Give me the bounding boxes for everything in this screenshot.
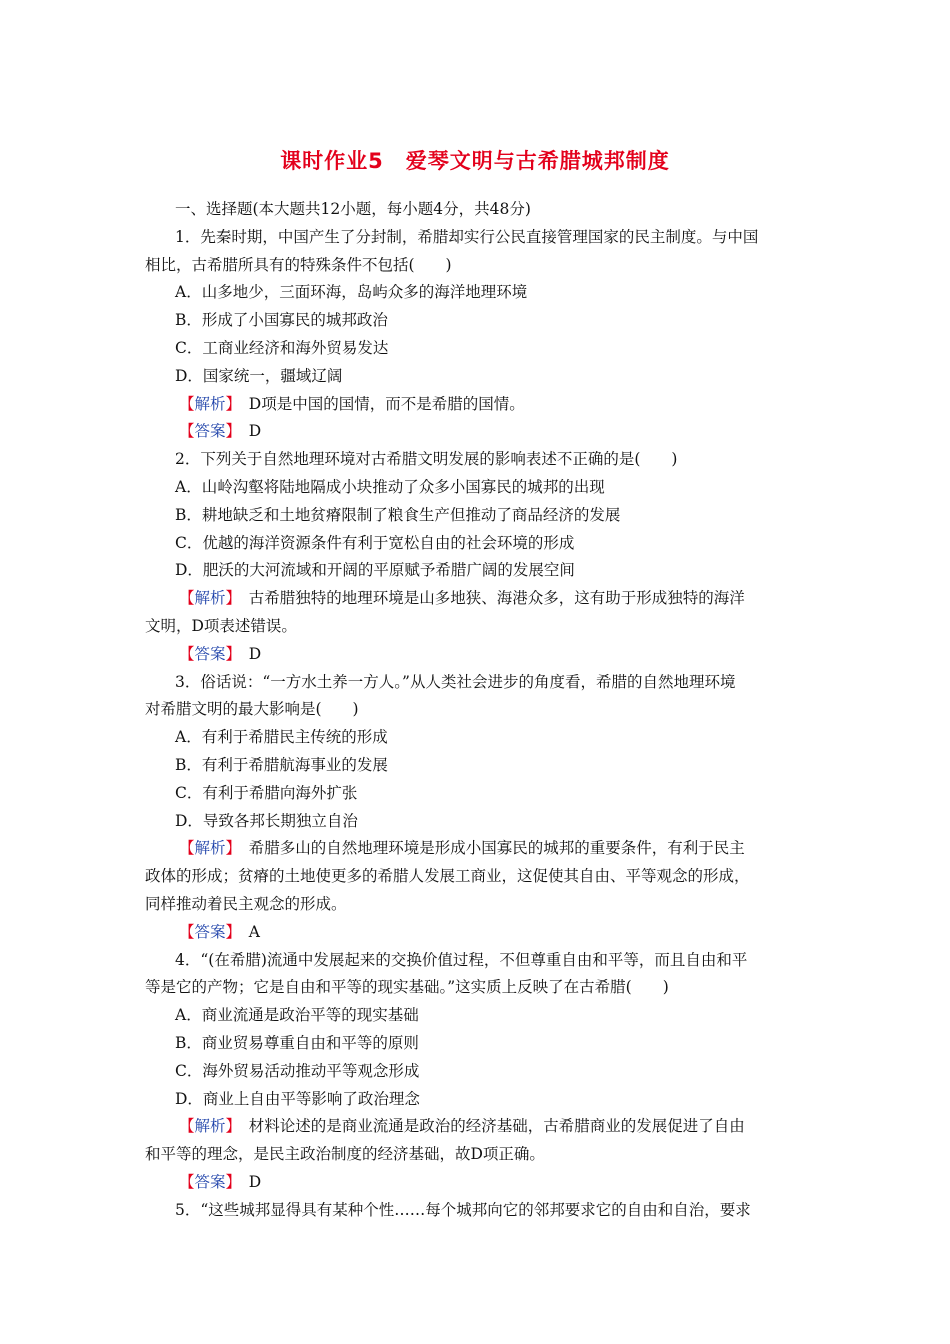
analysis-bracket-open: 【	[179, 839, 195, 858]
question-stem: 3．俗话说：“一方水土养一方人。”从人类社会进步的角度看，希腊的自然地理环境	[175, 672, 736, 691]
analysis-text: 材料论述的是商业流通是政治的经济基础，古希腊商业的发展促进了自由	[233, 1117, 745, 1136]
answer-line	[145, 418, 807, 446]
option-d: D．导致各邦长期独立自治	[175, 811, 358, 830]
analysis-line	[145, 391, 807, 419]
analysis-text-cont: 政体的形成；贫瘠的土地使更多的希腊人发展工商业，这促使其自由、平等观念的形成，	[145, 867, 750, 886]
analysis-bracket-open: 【	[179, 394, 195, 413]
answer-bracket-close: 】	[225, 422, 234, 441]
question-5	[145, 1197, 807, 1225]
section-heading: 一、选择题(本大题共12小题，每小题4分，共48分)	[175, 200, 531, 218]
option-c: C．优越的海洋资源条件有利于宽松自由的社会环境的形成	[175, 533, 575, 552]
answer-bracket-close: 】	[225, 1172, 234, 1191]
answer-value: D	[233, 1172, 262, 1191]
question-1	[145, 224, 807, 446]
analysis-bracket-close: 】	[225, 394, 234, 413]
answer-label: 答案	[194, 1172, 226, 1191]
option-d: D．商业上自由平等影响了政治理念	[175, 1089, 420, 1108]
analysis-text: 古希腊独特的地理环境是山多地狭、海港众多，这有助于形成独特的海洋	[233, 589, 745, 608]
option-a: A．商业流通是政治平等的现实基础	[175, 1006, 419, 1025]
analysis-label: 解析	[194, 839, 226, 858]
analysis-text-cont: 同样推动着民主观念的形成。	[145, 894, 347, 913]
option-a: A．有利于希腊民主传统的形成	[175, 728, 388, 747]
answer-bracket-open: 【	[179, 922, 195, 941]
option-c: C．有利于希腊向海外扩张	[175, 783, 358, 802]
question-stem: 等是它的产物；它是自由和平等的现实基础。”这实质上反映了在古希腊( )	[145, 978, 669, 997]
question-stem: 对希腊文明的最大影响是( )	[145, 700, 359, 719]
analysis-text-cont: 和平等的理念，是民主政治制度的经济基础，故D项正确。	[145, 1145, 545, 1164]
answer-bracket-close: 】	[225, 644, 234, 663]
analysis-bracket-close: 】	[225, 1117, 234, 1136]
analysis-text: 希腊多山的自然地理环境是形成小国寡民的城邦的重要条件，有利于民主	[233, 839, 745, 858]
question-stem: 1．先秦时期，中国产生了分封制，希腊却实行公民直接管理国家的民主制度。与中国	[175, 227, 759, 246]
answer-bracket-open: 【	[179, 422, 195, 441]
document-body	[145, 196, 807, 1224]
answer-value: A	[233, 922, 260, 941]
answer-line	[145, 1169, 807, 1197]
answer-line	[145, 919, 807, 947]
page-title: 课时作业5 爱琴文明与古希腊城邦制度	[280, 149, 670, 173]
analysis-line	[145, 835, 807, 863]
answer-label: 答案	[194, 422, 226, 441]
analysis-bracket-close: 】	[225, 589, 234, 608]
analysis-label: 解析	[194, 394, 226, 413]
option-c: C．工商业经济和海外贸易发达	[175, 338, 389, 357]
analysis-bracket-close: 】	[225, 839, 234, 858]
answer-bracket-open: 【	[179, 644, 195, 663]
option-a: A．山多地少，三面环海，岛屿众多的海洋地理环境	[175, 283, 528, 302]
answer-label: 答案	[194, 922, 226, 941]
option-a: A．山岭沟壑将陆地隔成小块推动了众多小国寡民的城邦的出现	[175, 477, 605, 496]
option-b: B．耕地缺乏和土地贫瘠限制了粮食生产但推动了商品经济的发展	[175, 505, 621, 524]
answer-value: D	[233, 644, 262, 663]
question-stem: 相比，古希腊所具有的特殊条件不包括( )	[145, 255, 452, 274]
analysis-text: D项是中国的国情，而不是希腊的国情。	[233, 394, 525, 413]
option-d: D．肥沃的大河流域和开阔的平原赋予希腊广阔的发展空间	[175, 561, 575, 580]
analysis-label: 解析	[194, 589, 226, 608]
analysis-line	[145, 1113, 807, 1141]
analysis-bracket-open: 【	[179, 589, 195, 608]
question-stem: 2．下列关于自然地理环境对古希腊文明发展的影响表述不正确的是( )	[175, 450, 678, 469]
answer-label: 答案	[194, 644, 226, 663]
answer-bracket-open: 【	[179, 1172, 195, 1191]
option-c: C．海外贸易活动推动平等观念形成	[175, 1061, 420, 1080]
question-4	[145, 947, 807, 1197]
answer-line	[145, 641, 807, 669]
option-d: D．国家统一，疆域辽阔	[175, 366, 343, 385]
answer-value: D	[233, 422, 262, 441]
analysis-text-cont: 文明，D项表述错误。	[145, 616, 297, 635]
option-b: B．有利于希腊航海事业的发展	[175, 755, 388, 774]
option-b: B．商业贸易尊重自由和平等的原则	[175, 1033, 419, 1052]
analysis-bracket-open: 【	[179, 1117, 195, 1136]
question-stem: 5．“这些城邦显得具有某种个性……每个城邦向它的邻邦要求它的自由和自治，要求	[175, 1200, 751, 1219]
analysis-line	[145, 585, 807, 613]
question-2	[145, 446, 807, 668]
question-3	[145, 669, 807, 947]
answer-bracket-close: 】	[225, 922, 234, 941]
option-b: B．形成了小国寡民的城邦政治	[175, 311, 388, 330]
question-stem: 4．“(在希腊)流通中发展起来的交换价值过程，不但尊重自由和平等，而且自由和平	[175, 950, 748, 969]
analysis-label: 解析	[194, 1117, 226, 1136]
